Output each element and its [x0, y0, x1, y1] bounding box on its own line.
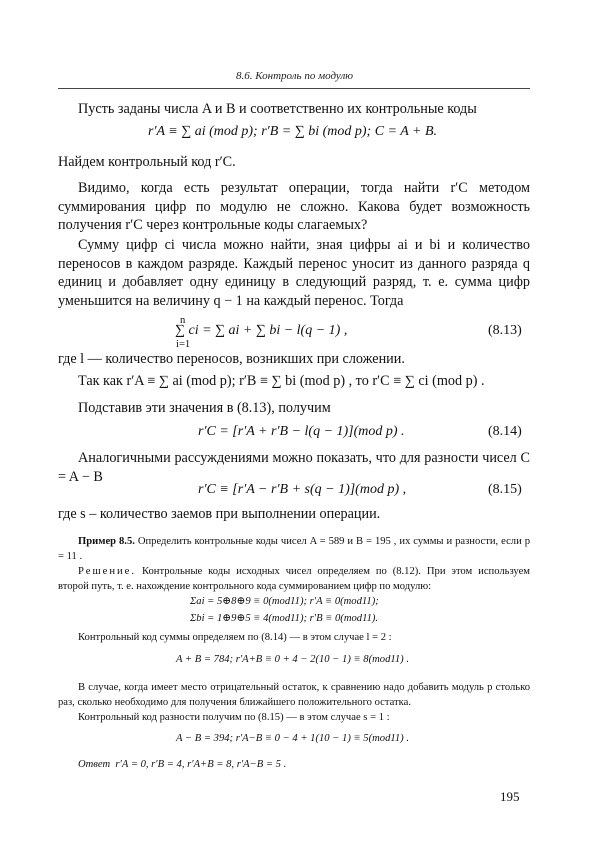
paragraph-since: Так как r′A ≡ ∑ ai (mod p); r′B ≡ ∑ bi (mod p) , то r′C ≡ ∑ ci (mod p) .: [78, 373, 485, 389]
example-title: Пример 8.5.: [78, 536, 135, 547]
example-negative-text: В случае, когда имеет место отрицательный остаток, к сравнению надо добавить модуль p столько раз, сколько необходимо для получения ближайшего положительного остатка.: [58, 682, 530, 708]
formula-sum-upper-limit: n: [180, 315, 186, 326]
example-diff-text: Контрольный код разности получим по (8.15) — в этом случае s = 1 :: [78, 712, 390, 723]
example-formula-b: Σbi = 1⊕9⊕5 ≡ 4(mod11); r′B ≡ 0(mod11).: [190, 613, 379, 624]
paragraph-carries: где l — количество переносов, возникших при сложении.: [58, 351, 405, 367]
header-rule: [58, 88, 530, 89]
paragraph-obviously: Видимо, когда есть результат операции, тогда найти r′C методом суммирования цифр по модулю не сложно. Какова будет возможность получения r′C через контрольные коды слагаемых?: [58, 180, 530, 233]
paragraph-find-code: Найдем контрольный код r′C.: [58, 154, 236, 170]
example-formula-a: Σai = 5⊕8⊕9 ≡ 0(mod11); r′A ≡ 0(mod11);: [190, 596, 379, 607]
solution-text: Контрольные коды исходных чисел определяем по (8.12). При этом используем второй путь, т. е. нахождение контрольного кода суммированием цифр по модулю:: [58, 566, 530, 592]
equation-number-8-13: (8.13): [488, 323, 522, 338]
example-task-text: Определить контрольные коды чисел A = 589 и B = 195 , их суммы и разности, если p = 11 .: [58, 536, 530, 562]
answer-word: Ответ: [78, 759, 111, 770]
paragraph-borrows: где s – количество заемов при выполнении операции.: [58, 506, 381, 522]
page-number: 195: [500, 789, 520, 804]
example-formula-sum: A + B = 784; r′A+B ≡ 0 + 4 − 2(10 − 1) ≡ 8(mod11) .: [176, 654, 410, 665]
equation-number-8-14: (8.14): [488, 424, 522, 439]
formula-sum-lower-limit: i=1: [176, 339, 191, 350]
running-header: 8.6. Контроль по модулю: [236, 70, 353, 82]
formula-8-13: ∑ ci = ∑ ai + ∑ bi − l(q − 1) ,: [175, 323, 348, 338]
paragraph-substituting: Подставив эти значения в (8.13), получим: [78, 400, 331, 416]
example-task: [58, 535, 530, 564]
example-sum-text: Контрольный код суммы определяем по (8.14) — в этом случае l = 2 :: [78, 632, 392, 643]
formula-8-14: r′C = [r′A + r′B − l(q − 1)](mod p) .: [198, 424, 405, 439]
example-solution: [58, 565, 530, 594]
formula-8-15: r′C ≡ [r′A − r′B + s(q − 1)](mod p) ,: [198, 482, 407, 497]
example-formula-diff: A − B = 394; r′A−B ≡ 0 − 4 + 1(10 − 1) ≡ 5(mod11) .: [176, 733, 410, 744]
solution-word: Решение.: [78, 566, 137, 577]
paragraph-digit-sum: Сумму цифр ci числа можно найти, зная цифры ai и bi и количество переносов в каждом разряде. Каждый перенос уносит из данного разряда q единиц и добавляет одну единицу в следующий разряд, т. е. сумма цифр уменьшится на величину q − 1 на каждый перенос. Тогда: [58, 237, 530, 309]
paragraph-intro: Пусть заданы числа A и B и соответственно их контрольные коды: [78, 101, 477, 117]
formula-control-codes: r′A ≡ ∑ ai (mod p); r′B = ∑ bi (mod p); C = A + B.: [148, 124, 438, 139]
answer-text: r′A = 0, r′B = 4, r′A+B = 8, r′A−B = 5 .: [115, 759, 287, 770]
equation-number-8-15: (8.15): [488, 482, 522, 497]
example-answer: [58, 758, 286, 772]
paragraph-analogous: Аналогичными рассуждениями можно показать, что для разности чисел C = A − B: [58, 450, 530, 485]
